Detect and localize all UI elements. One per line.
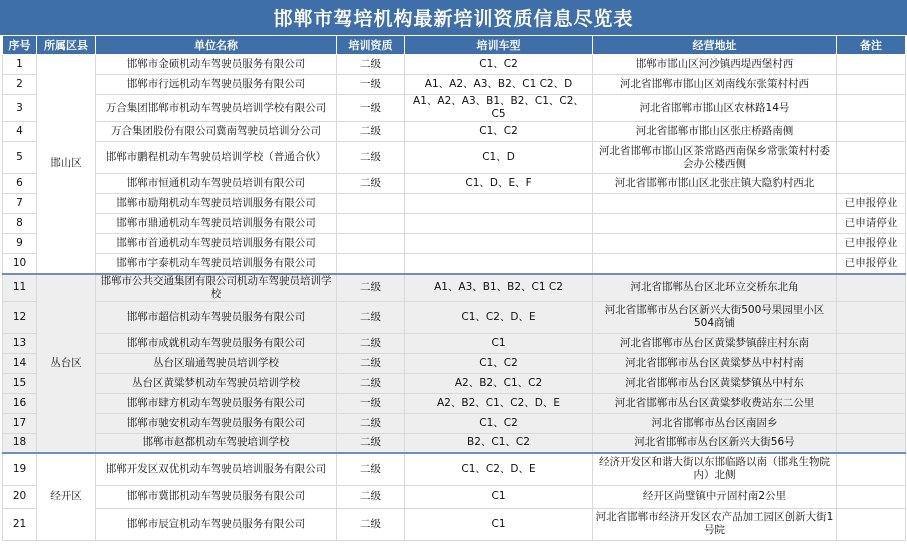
remark [837, 413, 906, 433]
row-number: 12 [3, 301, 37, 333]
page-title: 邯郸市驾培机构最新培训资质信息尽览表 [0, 0, 907, 35]
vehicle-types: A1、A2、A3、B2、C1 C2、D [405, 75, 593, 95]
remark [837, 174, 906, 194]
remark: 已申请停业 [837, 214, 906, 234]
row-number: 17 [3, 413, 37, 433]
vehicle-types: B2、C1、C2 [405, 433, 593, 453]
training-level [337, 234, 405, 254]
training-level: 一级 [337, 393, 405, 413]
table-row [3, 55, 906, 75]
table-row [3, 95, 906, 122]
table-row [3, 353, 906, 373]
col-header-district: 所属区县 [37, 36, 96, 55]
col-header-types: 培训车型 [405, 36, 593, 55]
training-level: 二级 [337, 353, 405, 373]
row-number: 9 [3, 234, 37, 254]
row-number: 8 [3, 214, 37, 234]
table-row [3, 373, 906, 393]
training-level: 二级 [337, 274, 405, 302]
remark [837, 373, 906, 393]
unit-name: 万合集团股份有限公司冀南驾驶员培训分公司 [96, 122, 337, 142]
business-address [593, 194, 837, 214]
unit-name: 邯郸市恒通机动车驾驶员培训有限公司 [96, 174, 337, 194]
header-row [3, 36, 906, 55]
table-row [3, 393, 906, 413]
remark: 已申报停业 [837, 234, 906, 254]
vehicle-types: C1 [405, 333, 593, 353]
col-header-no: 序号 [3, 36, 37, 55]
remark: 已申报停业 [837, 194, 906, 214]
training-level: 二级 [337, 55, 405, 75]
col-header-level: 培训资质 [337, 36, 405, 55]
training-level: 二级 [337, 142, 405, 174]
business-address: 河北省邯郸市丛台区南固乡 [593, 413, 837, 433]
remark [837, 508, 906, 540]
row-number: 7 [3, 194, 37, 214]
unit-name: 邯郸市驰安机动车驾驶员服务有限公司 [96, 413, 337, 433]
row-number: 21 [3, 508, 37, 540]
remark [837, 122, 906, 142]
training-level: 一级 [337, 95, 405, 122]
business-address [593, 214, 837, 234]
table-row [3, 508, 906, 540]
unit-name: 邯郸开发区双优机动车驾驶员培训服务有限公司 [96, 453, 337, 485]
training-level [337, 254, 405, 274]
unit-name: 邯郸市鼎通机动车驾驶员培训服务有限公司 [96, 214, 337, 234]
remark [837, 333, 906, 353]
table-row [3, 122, 906, 142]
unit-name: 邯郸市金硕机动车驾驶员服务有限公司 [96, 55, 337, 75]
remark: 已申报停业 [837, 254, 906, 274]
business-address [593, 254, 837, 274]
training-level: 二级 [337, 433, 405, 453]
remark [837, 393, 906, 413]
training-level: 二级 [337, 508, 405, 540]
business-address: 河北省邯郸市丛台区黄粱梦镇薛庄村东南 [593, 333, 837, 353]
unit-name: 邯郸市成就机动车驾驶员服务有限公司 [96, 333, 337, 353]
business-address: 河北省邯郸市邯山区刘南线东张策村村西 [593, 75, 837, 95]
table-row [3, 433, 906, 453]
unit-name: 邯郸市辰宣机动车驾驶员服务有限公司 [96, 508, 337, 540]
vehicle-types: C1、C2、D、E [405, 301, 593, 333]
col-header-address: 经营地址 [593, 36, 837, 55]
vehicle-types [405, 214, 593, 234]
district-cell: 邯山区 [37, 55, 96, 274]
training-level: 二级 [337, 174, 405, 194]
unit-name: 丛台区瑞通驾驶员培训学校 [96, 353, 337, 373]
training-level: 二级 [337, 453, 405, 485]
remark [837, 75, 906, 95]
business-address: 经开区尚璧镇中亓固村南2公里 [593, 485, 837, 508]
vehicle-types: A2、B2、C1、C2、D、E [405, 393, 593, 413]
unit-name: 邯郸市冀邯机动车驾驶员服务有限公司 [96, 485, 337, 508]
table-row [3, 142, 906, 174]
vehicle-types: C1、C2 [405, 55, 593, 75]
unit-name: 邯郸市行远机动车驾驶员服务有限公司 [96, 75, 337, 95]
vehicle-types: C1、D [405, 142, 593, 174]
row-number: 18 [3, 433, 37, 453]
remark [837, 353, 906, 373]
remark [837, 274, 906, 302]
row-number: 1 [3, 55, 37, 75]
table-row [3, 274, 906, 302]
table-row [3, 174, 906, 194]
remark [837, 433, 906, 453]
district-cell: 经开区 [37, 453, 96, 540]
business-address: 经济开发区和谐大街以东邯临路以南（邯兆生物院内）北侧 [593, 453, 837, 485]
table-row [3, 75, 906, 95]
table-row [3, 194, 906, 214]
vehicle-types [405, 254, 593, 274]
vehicle-types: C1、D、E、F [405, 174, 593, 194]
training-level: 一级 [337, 75, 405, 95]
row-number: 20 [3, 485, 37, 508]
business-address [593, 234, 837, 254]
vehicle-types: A1、A2、A3、B1、B2、C1、C2、C5 [405, 95, 593, 122]
unit-name: 邯郸市励翔机动车驾驶员培训服务有限公司 [96, 194, 337, 214]
unit-name: 邯郸市超信机动车驾驶员服务有限公司 [96, 301, 337, 333]
row-number: 11 [3, 274, 37, 302]
training-level: 二级 [337, 122, 405, 142]
remark [837, 301, 906, 333]
vehicle-types [405, 194, 593, 214]
row-number: 3 [3, 95, 37, 122]
unit-name: 邯郸市首通机动车驾驶员培训服务有限公司 [96, 234, 337, 254]
unit-name: 邯郸市宇泰机动车驾驶员培训服务有限公司 [96, 254, 337, 274]
unit-name: 邯郸市公共交通集团有限公司机动车驾驶员培训学校 [96, 274, 337, 302]
table-row [3, 214, 906, 234]
table-row [3, 485, 906, 508]
training-level: 二级 [337, 333, 405, 353]
row-number: 5 [3, 142, 37, 174]
row-number: 14 [3, 353, 37, 373]
business-address: 河北省邯郸市丛台区黄粱梦丛中村村南 [593, 353, 837, 373]
unit-name: 邯郸市鹏程机动车驾驶员培训学校（普通合伙） [96, 142, 337, 174]
table-row [3, 254, 906, 274]
vehicle-types: A1、A3、B1、B2、C1 C2 [405, 274, 593, 302]
vehicle-types: C1、C2 [405, 122, 593, 142]
training-info-table [2, 35, 906, 541]
training-level: 二级 [337, 413, 405, 433]
business-address: 河北省邯郸市丛台区新兴大街500号果园里小区504商铺 [593, 301, 837, 333]
vehicle-types: C1、C2 [405, 413, 593, 433]
row-number: 16 [3, 393, 37, 413]
row-number: 15 [3, 373, 37, 393]
remark [837, 485, 906, 508]
table-row [3, 453, 906, 485]
table-row [3, 234, 906, 254]
row-number: 2 [3, 75, 37, 95]
training-level: 二级 [337, 373, 405, 393]
row-number: 13 [3, 333, 37, 353]
row-number: 10 [3, 254, 37, 274]
vehicle-types: C1 [405, 485, 593, 508]
business-address: 河北省邯郸市邯山区北张庄镇大隐豹村西北 [593, 174, 837, 194]
row-number: 19 [3, 453, 37, 485]
table-row [3, 413, 906, 433]
vehicle-types: C1、C2 [405, 353, 593, 373]
business-address: 河北省邯郸市丛台区黄粱梦收费站东二公里 [593, 393, 837, 413]
remark [837, 453, 906, 485]
vehicle-types: A2、B2、C1、C2 [405, 373, 593, 393]
business-address: 河北省邯郸丛台区北环立交桥东北角 [593, 274, 837, 302]
col-header-name: 单位名称 [96, 36, 337, 55]
unit-name: 邯郸市肆方机动车驾驶员服务有限公司 [96, 393, 337, 413]
training-level: 二级 [337, 301, 405, 333]
training-level: 二级 [337, 485, 405, 508]
business-address: 邯郸市邯山区河沙镇西堤西堡村西 [593, 55, 837, 75]
district-cell: 丛台区 [37, 274, 96, 454]
business-address: 河北省邯郸市邯山区茶常路西南保乡常张策村村委会办公楼西侧 [593, 142, 837, 174]
business-address: 河北省邯郸市经济开发区农产品加工园区创新大街1号院 [593, 508, 837, 540]
training-level [337, 214, 405, 234]
remark [837, 142, 906, 174]
row-number: 4 [3, 122, 37, 142]
vehicle-types: C1 [405, 508, 593, 540]
table-row [3, 333, 906, 353]
col-header-note: 备注 [837, 36, 906, 55]
unit-name: 邯郸市赵都机动车驾驶培训学校 [96, 433, 337, 453]
business-address: 河北省邯郸市丛台区黄粱梦镇丛中村东 [593, 373, 837, 393]
remark [837, 95, 906, 122]
unit-name: 丛台区黄粱梦机动车驾驶员培训学校 [96, 373, 337, 393]
remark [837, 55, 906, 75]
vehicle-types: C1、C2、D、E [405, 453, 593, 485]
business-address: 河北省邯郸市邯山区张庄桥路南侧 [593, 122, 837, 142]
unit-name: 万合集团邯郸市机动车驾驶员培训学校有限公司 [96, 95, 337, 122]
vehicle-types [405, 234, 593, 254]
business-address: 河北省邯郸市丛台区新兴大街56号 [593, 433, 837, 453]
row-number: 6 [3, 174, 37, 194]
training-level [337, 194, 405, 214]
business-address: 河北省邯郸市邯山区农林路14号 [593, 95, 837, 122]
table-row [3, 301, 906, 333]
